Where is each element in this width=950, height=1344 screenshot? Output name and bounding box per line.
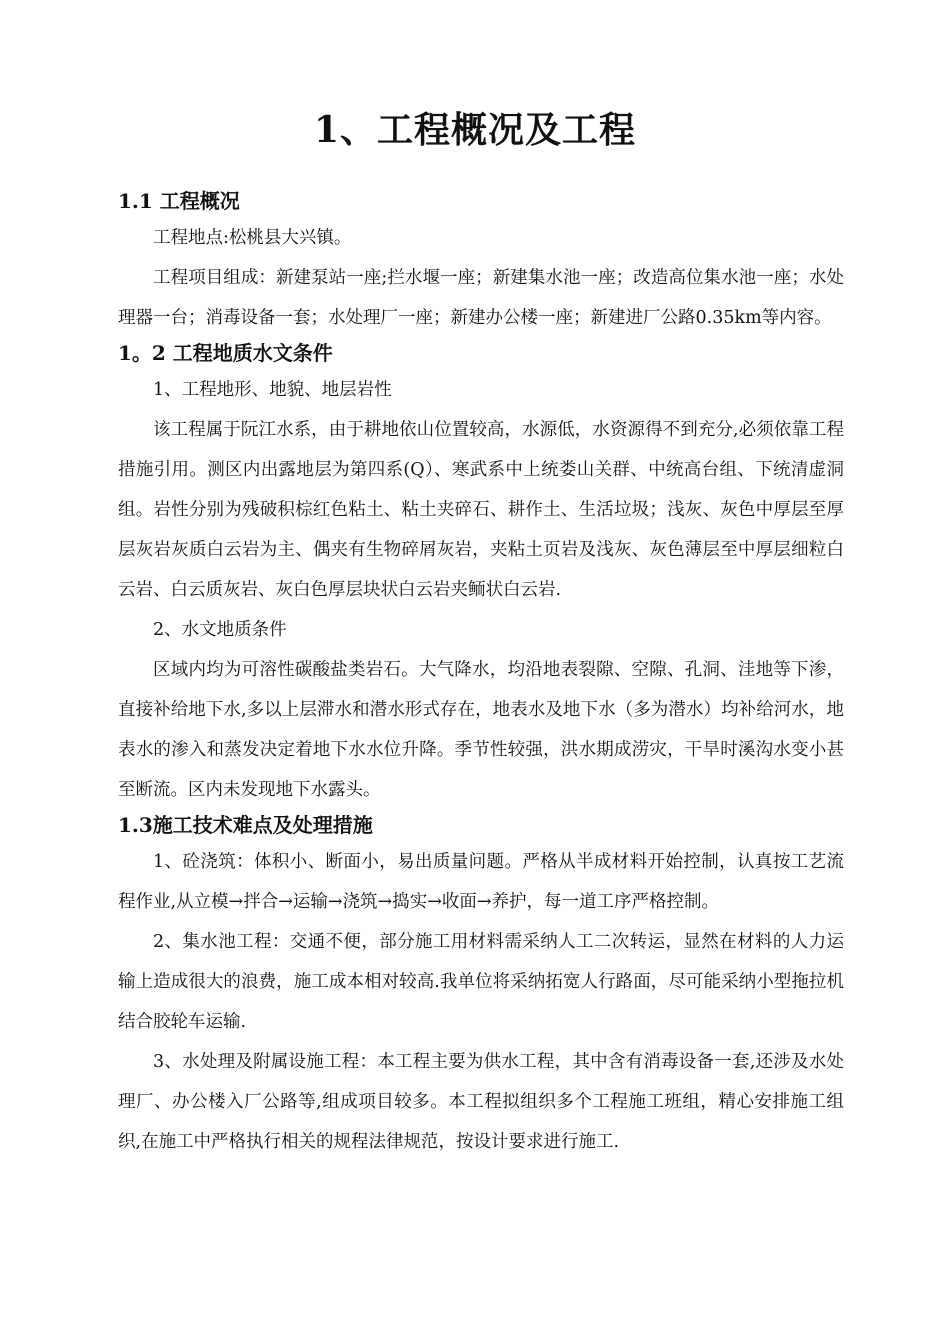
- paragraph: 2、水文地质条件: [153, 620, 287, 640]
- paragraph: 2、集水池工程：交通不便，部分施工用材料需采纳人工二次转运，显然在材料的人力运输上造成很大的浪费，施工成本相对较高.我单位将采纳拓宽人行路面，尽可能采纳小型拖拉机结合胶轮车运输.: [118, 932, 844, 1032]
- paragraph: 1、工程地形、地貌、地层岩性: [153, 380, 392, 400]
- paragraph: 工程项目组成：新建泵站一座;拦水堰一座；新建集水池一座；改造高位集水池一座；水处理器一台；消毒设备一套；水处理厂一座；新建办公楼一座；新建进厂公路0.35km等内容。: [118, 268, 844, 328]
- section-heading-1-1: 1.1 工程概况: [118, 189, 240, 213]
- section-heading-1-3: 1.3施工技术难点及处理措施: [118, 813, 373, 837]
- paragraph: 1、砼浇筑：体积小、断面小，易出质量问题。严格从半成材料开始控制，认真按工艺流程作业,从立模→拌合→运输→浇筑→捣实→收面→养护，每一道工序严格控制。: [118, 852, 844, 912]
- paragraph: 工程地点:松桃县大兴镇。: [153, 228, 352, 248]
- paragraph: 该工程属于阮江水系，由于耕地依山位置较高，水源低，水资源得不到充分,必须依靠工程措施引用。测区内出露地层为第四系(Q）、寒武系中上统娄山关群、中统高台组、下统清虚洞组。岩性分别为残破积棕红色粘土、粘土夹碎石、耕作土、生活垃圾；浅灰、灰色中厚层至厚层灰岩灰质白云岩为主、偶夹有生物碎屑灰岩，夹粘土页岩及浅灰、灰色薄层至中厚层细粒白云岩、白云质灰岩、灰白色厚层块状白云岩夹鲕状白云岩.: [118, 420, 844, 600]
- paragraph: 3、水处理及附属设施工程：本工程主要为供水工程，其中含有消毒设备一套,还涉及水处理厂、办公楼入厂公路等,组成项目较多。本工程拟组织多个工程施工班组，精心安排施工组织,在施工中严格执行相关的规程法律规范，按设计要求进行施工.: [118, 1052, 844, 1152]
- section-heading-1-2: 1。2 工程地质水文条件: [118, 341, 333, 365]
- document-title: 1、工程概况及工程: [313, 109, 637, 151]
- document-body: [118, 186, 844, 1162]
- paragraph: 区域内均为可溶性碳酸盐类岩石。大气降水，均沿地表裂隙、空隙、孔洞、洼地等下渗，直接补给地下水,多以上层滞水和潜水形式存在，地表水及地下水（多为潜水）均补给河水，地表水的渗入和蒸发决定着地下水水位升降。季节性较强，洪水期成涝灾，干旱时溪沟水变小甚至断流。区内未发现地下水露头。: [118, 660, 844, 800]
